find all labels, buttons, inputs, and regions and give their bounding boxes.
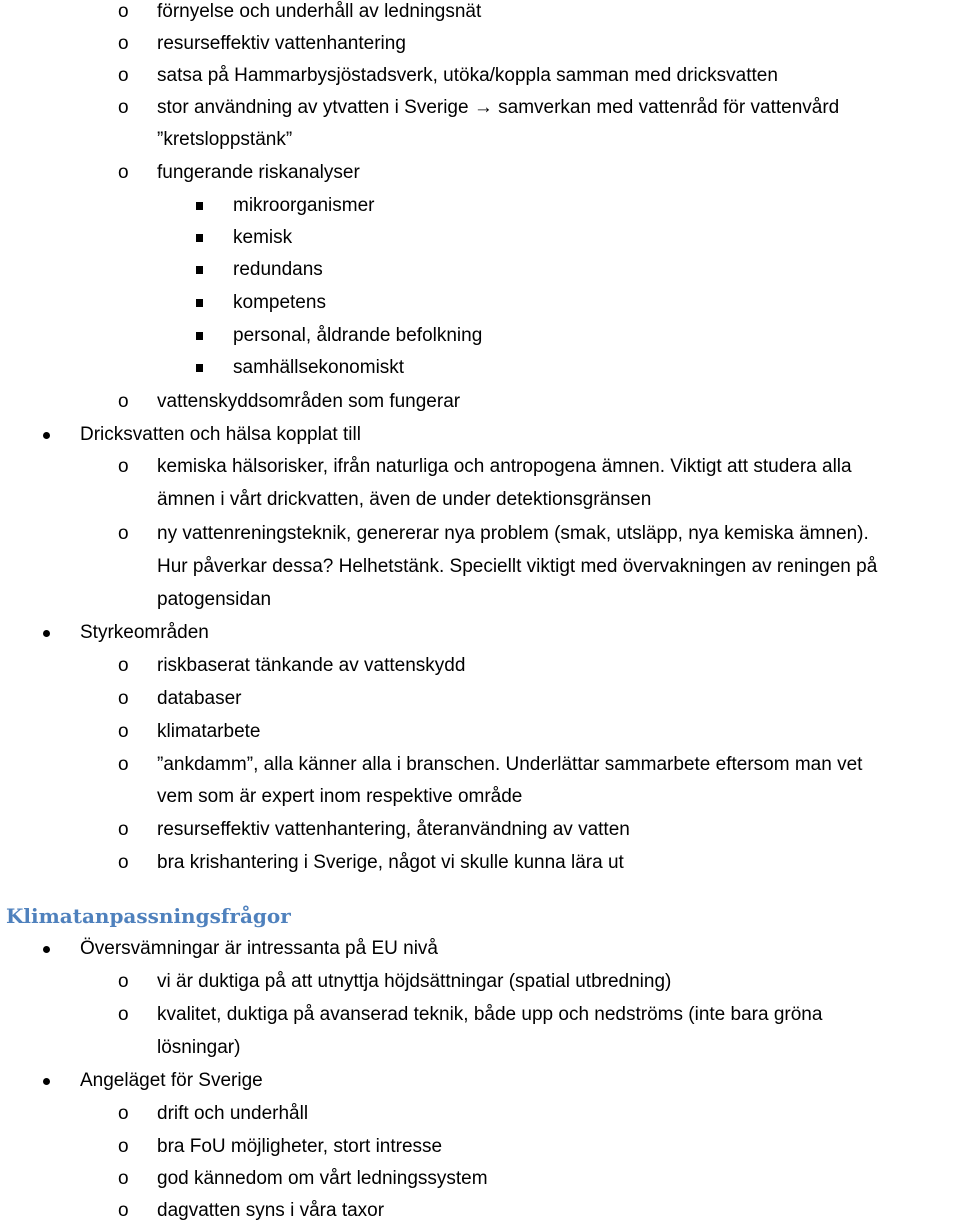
list-item [0,814,960,846]
list-item-text: lösningar) [157,1037,241,1058]
list-item-text: kemiska hälsorisker, ifrån naturliga och antropogena ämnen. Viktigt att studera alla [157,456,852,477]
list-item [0,1098,960,1130]
list-item-text: kvalitet, duktiga på avanserad teknik, både upp och nedströms (inte bara gröna [157,1004,823,1025]
list-item-continuation [0,124,960,156]
circle-bullet-icon: o [118,1136,129,1157]
list-item [0,60,960,92]
list-item-text: riskbaserat tänkande av vattenskydd [157,655,466,676]
circle-bullet-icon: o [118,655,129,676]
circle-bullet-icon: o [118,721,129,742]
list-item-text: drift och underhåll [157,1103,309,1124]
circle-bullet-icon: o [118,852,129,873]
circle-bullet-icon: o [118,971,129,992]
list-item-text: dagvatten syns i våra taxor [157,1200,385,1221]
list-item-continuation [0,551,960,583]
list-item-text: patogensidan [157,589,272,610]
list-item [0,157,960,189]
top-level-item-text: Angeläget för Sverige [80,1070,263,1091]
list-item-text: resurseffektiv vattenhantering [157,33,406,54]
list-item-text: ämnen i vårt drickvatten, även de under detektionsgränsen [157,489,652,510]
circle-bullet-icon: o [118,391,129,412]
list-item-text: resurseffektiv vattenhantering, återanvändning av vatten [157,819,630,840]
list-item [0,518,960,550]
circle-bullet-icon: o [118,688,129,709]
circle-bullet-icon: o [118,754,129,775]
list-item-text: ny vattenreningsteknik, genererar nya problem (smak, utsläpp, nya kemiska ämnen). [157,523,869,544]
list-item [0,386,960,418]
list-item [0,847,960,879]
list-item-text: förnyelse och underhåll av ledningsnät [157,1,482,22]
sub-list-item-text: redundans [233,259,323,280]
sub-list-item [0,287,960,319]
list-item [0,966,960,998]
circle-bullet-icon: o [118,1004,129,1025]
circle-bullet-icon: o [118,1200,129,1221]
list-item-text: god kännedom om vårt ledningssystem [157,1168,488,1189]
list-item [0,749,960,781]
list-item-text: bra FoU möjligheter, stort intresse [157,1136,443,1157]
list-item-text: vi är duktiga på att utnyttja höjdsättningar (spatial utbredning) [157,971,672,992]
circle-bullet-icon: o [118,65,129,86]
list-item [0,0,960,28]
top-level-item-text: Dricksvatten och hälsa kopplat till [80,424,361,445]
list-item [0,1131,960,1163]
circle-bullet-icon: o [118,33,129,54]
list-item-text: klimatarbete [157,721,261,742]
top-level-item [0,933,960,965]
list-item-text: databaser [157,688,242,709]
list-item-text: satsa på Hammarbysjöstadsverk, utöka/koppla samman med dricksvatten [157,65,778,86]
list-item-continuation [0,484,960,516]
list-item [0,650,960,682]
list-item-text: ”kretsloppstänk” [157,129,293,150]
circle-bullet-icon: o [118,1,129,22]
list-item-text: ”ankdamm”, alla känner alla i branschen. Underlättar sammarbete eftersom man vet [157,754,863,775]
list-item [0,28,960,60]
list-item-text: stor användning av ytvatten i Sverige → samverkan med vattenråd för vattenvård [157,97,840,118]
top-level-item [0,617,960,649]
top-level-item [0,1065,960,1097]
circle-bullet-icon: o [118,1103,129,1124]
top-level-item-text: Styrkeområden [80,622,209,643]
circle-bullet-icon: o [118,1168,129,1189]
sub-list-item-text: kompetens [233,292,326,313]
circle-bullet-icon: o [118,456,129,477]
list-item [0,683,960,715]
list-item-text: bra krishantering i Sverige, något vi skulle kunna lära ut [157,852,624,873]
list-item-text: vattenskyddsområden som fungerar [157,391,461,412]
list-item-text: Hur påverkar dessa? Helhetstänk. Speciellt viktigt med övervakningen av reningen på [157,556,878,577]
list-item [0,1195,960,1224]
list-item-continuation [0,781,960,813]
list-item [0,716,960,748]
sub-list-item [0,320,960,352]
circle-bullet-icon: o [118,162,129,183]
list-item [0,1163,960,1195]
sub-list-item [0,254,960,286]
top-level-item [0,419,960,451]
circle-bullet-icon: o [118,523,129,544]
list-item-text: vem som är expert inom respektive område [157,786,523,807]
list-item-continuation [0,584,960,616]
sub-list-item [0,352,960,384]
list-item [0,92,960,124]
list-item-continuation [0,1032,960,1064]
top-level-item-text: Översvämningar är intressanta på EU nivå [80,938,438,959]
list-item [0,451,960,483]
sub-list-item-text: kemisk [233,227,293,248]
sub-list-item [0,222,960,254]
circle-bullet-icon: o [118,819,129,840]
list-item [0,999,960,1031]
sub-list-item-text: personal, åldrande befolkning [233,325,483,346]
list-item-text: fungerande riskanalyser [157,162,360,183]
sub-list-item-text: mikroorganismer [233,195,375,216]
sub-list-item [0,190,960,222]
circle-bullet-icon: o [118,97,129,118]
sub-list-item-text: samhällsekonomiskt [233,357,405,378]
section-heading: Klimatanpassningsfrågor [6,904,291,928]
